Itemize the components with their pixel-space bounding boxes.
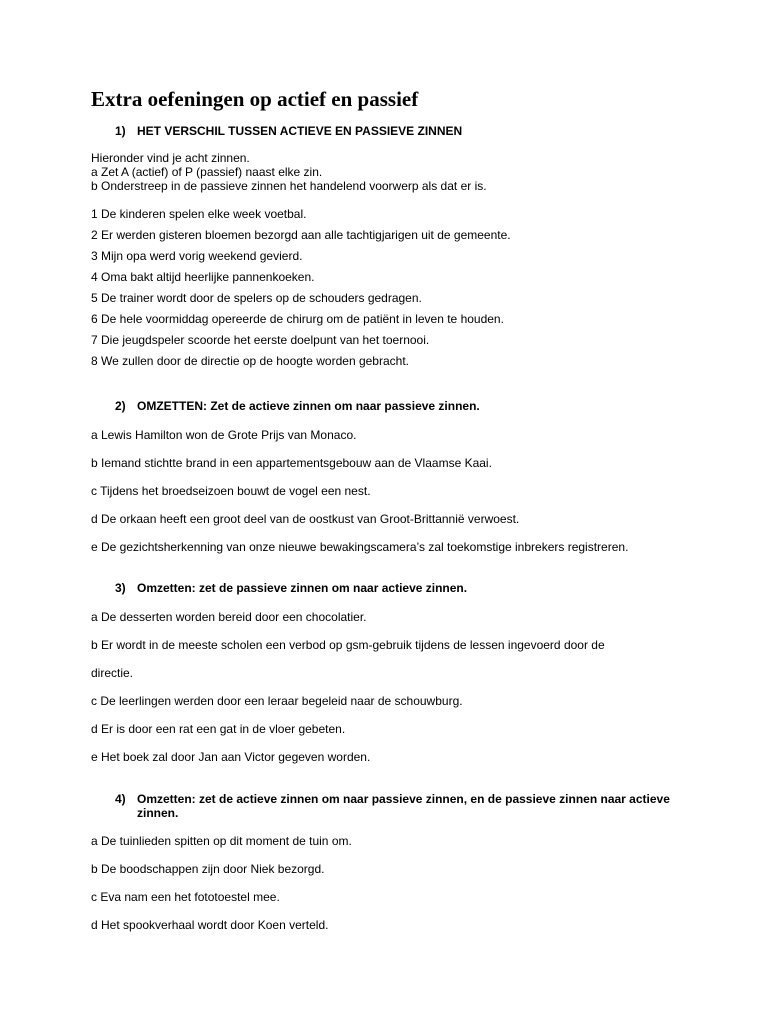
section-3-heading <box>115 581 682 595</box>
sentence-item: 6 De hele voormiddag opereerde de chirurg om de patiënt in leven te houden. <box>91 312 504 326</box>
sentence-item: d Het spookverhaal wordt door Koen verteld. <box>91 918 329 932</box>
section-heading-text: OMZETTEN: Zet de actieve zinnen om naar passieve zinnen. <box>137 399 480 413</box>
section-number: 2) <box>115 399 126 413</box>
sentence-item: 8 We zullen door de directie op de hoogte worden gebracht. <box>91 354 409 368</box>
sentence-item: d De orkaan heeft een groot deel van de oostkust van Groot-Brittannië verwoest. <box>91 512 520 526</box>
sentence-item: a De tuinlieden spitten op dit moment de tuin om. <box>91 834 352 848</box>
sentence-item: b Iemand stichtte brand in een appartementsgebouw aan de Vlaamse Kaai. <box>91 456 492 470</box>
section-number: 3) <box>115 581 126 595</box>
section-2-heading <box>115 399 682 413</box>
section-heading-text: Omzetten: zet de actieve zinnen om naar passieve zinnen, en de passieve zinnen naar actieve zinnen. <box>137 792 670 820</box>
sentence-item: c Eva nam een het fototoestel mee. <box>91 890 280 904</box>
section-heading-text: HET VERSCHIL TUSSEN ACTIEVE EN PASSIEVE ZINNEN <box>137 124 463 138</box>
sentence-item-continued: directie. <box>91 666 134 680</box>
intro-line: a Zet A (actief) of P (passief) naast elke zin. <box>91 165 323 179</box>
sentence-item: c Tijdens het broedseizoen bouwt de vogel een nest. <box>91 484 371 498</box>
sentence-item: 1 De kinderen spelen elke week voetbal. <box>91 207 307 221</box>
sentence-item: b Er wordt in de meeste scholen een verbod op gsm-gebruik tijdens de lessen ingevoerd door de <box>91 638 605 652</box>
section-number: 1) <box>115 124 126 138</box>
sentence-item: e Het boek zal door Jan aan Victor gegeven worden. <box>91 750 371 764</box>
section-number: 4) <box>115 792 126 806</box>
intro-line: b Onderstreep in de passieve zinnen het handelend voorwerp als dat er is. <box>91 179 487 193</box>
page-title: Extra oefeningen op actief en passief <box>91 87 419 111</box>
sentence-item: c De leerlingen werden door een leraar begeleid naar de schouwburg. <box>91 694 463 708</box>
sentence-item: d Er is door een rat een gat in de vloer gebeten. <box>91 722 346 736</box>
sentence-item: a De desserten worden bereid door een chocolatier. <box>91 610 367 624</box>
sentence-item: a Lewis Hamilton won de Grote Prijs van Monaco. <box>91 428 357 442</box>
sentence-item: 3 Mijn opa werd vorig weekend gevierd. <box>91 249 303 263</box>
intro-line: Hieronder vind je acht zinnen. <box>91 151 250 165</box>
section-1-heading <box>115 124 682 138</box>
sentence-item: 7 Die jeugdspeler scoorde het eerste doelpunt van het toernooi. <box>91 333 430 347</box>
sentence-item: e De gezichtsherkenning van onze nieuwe bewakingscamera’s zal toekomstige inbrekers registreren. <box>91 540 629 554</box>
sentence-item: 4 Oma bakt altijd heerlijke pannenkoeken. <box>91 270 315 284</box>
sentence-item: b De boodschappen zijn door Niek bezorgd. <box>91 862 325 876</box>
section-4-heading <box>115 792 682 820</box>
section-heading-text: Omzetten: zet de passieve zinnen om naar actieve zinnen. <box>137 581 468 595</box>
sentence-item: 2 Er werden gisteren bloemen bezorgd aan alle tachtigjarigen uit de gemeente. <box>91 228 511 242</box>
sentence-item: 5 De trainer wordt door de spelers op de schouders gedragen. <box>91 291 422 305</box>
